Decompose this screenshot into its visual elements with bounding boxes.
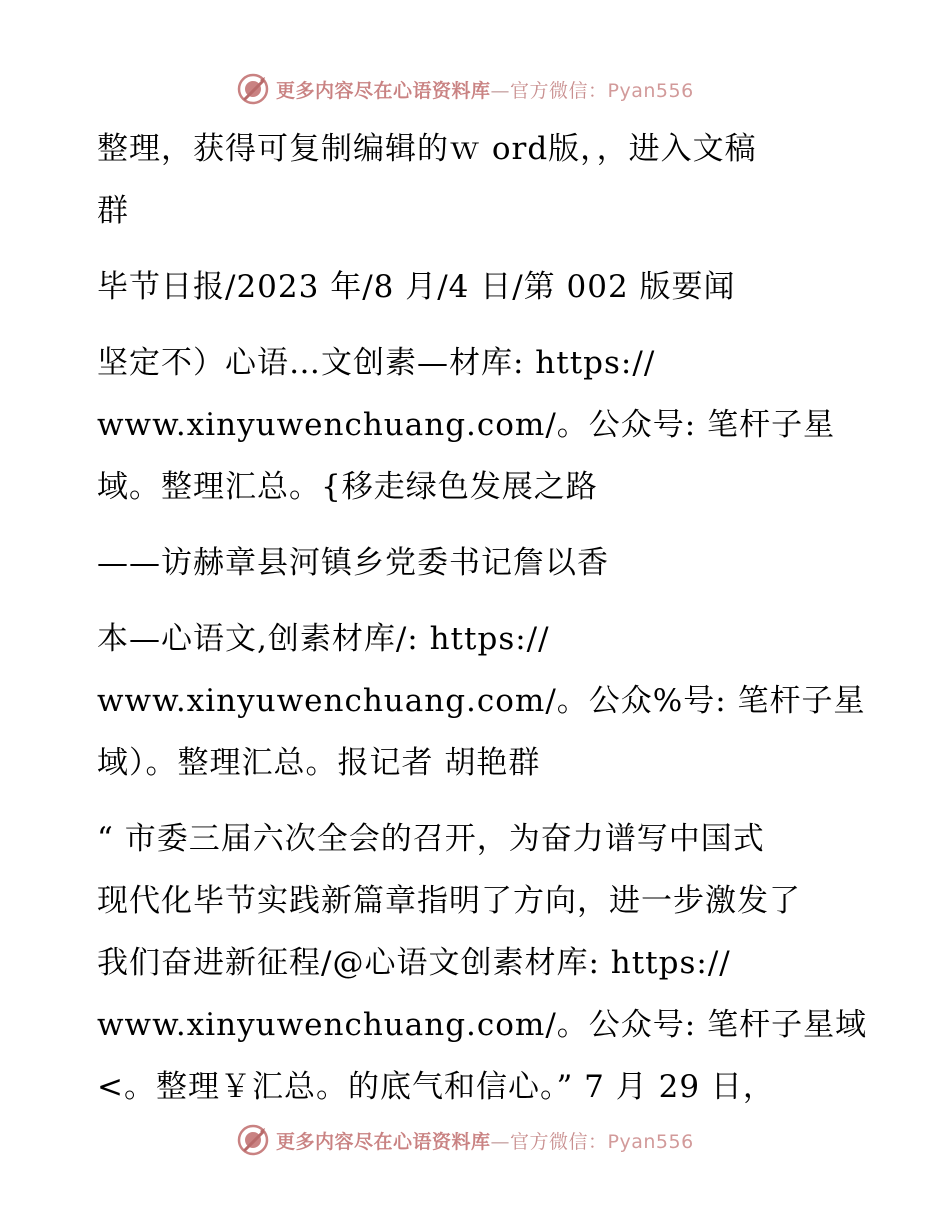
- paragraph: [97, 808, 867, 1118]
- text-line: 本—心语文,创素材库/: https://: [97, 621, 550, 657]
- text-line: ——访赫章县河镇乡党委书记詹以香: [97, 545, 609, 581]
- paragraph: [97, 608, 867, 794]
- document-body: [97, 118, 867, 1118]
- banner-wechat-id: Pyan556: [607, 79, 694, 102]
- pen-logo-icon: [236, 1123, 270, 1157]
- text-line: www.xinyuwenchuang.com/。公众号: 笔杆子星: [97, 407, 836, 443]
- text-line: 现代化毕节实践新篇章指明了方向，进一步激发了: [97, 883, 801, 919]
- text-line: <。整理￥汇总。的底气和信心。” 7 月 29 日，: [97, 1069, 775, 1105]
- text-line: 域）。整理汇总。报记者 胡艳群: [97, 745, 541, 781]
- text-line: 坚定不）心语…文创素—材库: https://: [97, 345, 656, 381]
- pen-logo-icon: [236, 72, 270, 106]
- text-line: www.xinyuwenchuang.com/。公众号: 笔杆子星域: [97, 1007, 868, 1043]
- text-line: 毕节日报/2023 年/8 月/4 日/第 002 版要闻: [97, 269, 736, 305]
- text-line: 域。整理汇总。{移走绿色发展之路: [97, 469, 598, 505]
- paragraph: [97, 332, 867, 518]
- banner-brand: 更多内容尽在心语资料库: [276, 79, 491, 102]
- banner-contact-label: 官方微信：: [510, 79, 608, 102]
- banner-contact-label: 官方微信：: [510, 1130, 608, 1153]
- text-line: “ 市委三届六次全会的召开，为奋力谱写中国式: [97, 821, 765, 857]
- text-line: 群: [97, 193, 129, 229]
- banner-separator: —: [490, 79, 511, 102]
- paragraph: [97, 532, 867, 594]
- banner-wechat-id: Pyan556: [607, 1130, 694, 1153]
- text-line: 整理，获得可复制编辑的ｗ ord版，，进入文稿: [97, 131, 757, 167]
- paragraph: [97, 256, 867, 318]
- paragraph: [97, 118, 867, 242]
- text-line: www.xinyuwenchuang.com/。公众%号: 笔杆子星: [97, 683, 866, 719]
- banner-separator: —: [490, 1130, 511, 1153]
- banner-brand: 更多内容尽在心语资料库: [276, 1130, 491, 1153]
- footer-watermark-banner: [236, 1122, 694, 1158]
- text-line: 我们奋进新征程/@心语文创素材库: https://: [97, 945, 731, 981]
- header-watermark-banner: [236, 71, 694, 107]
